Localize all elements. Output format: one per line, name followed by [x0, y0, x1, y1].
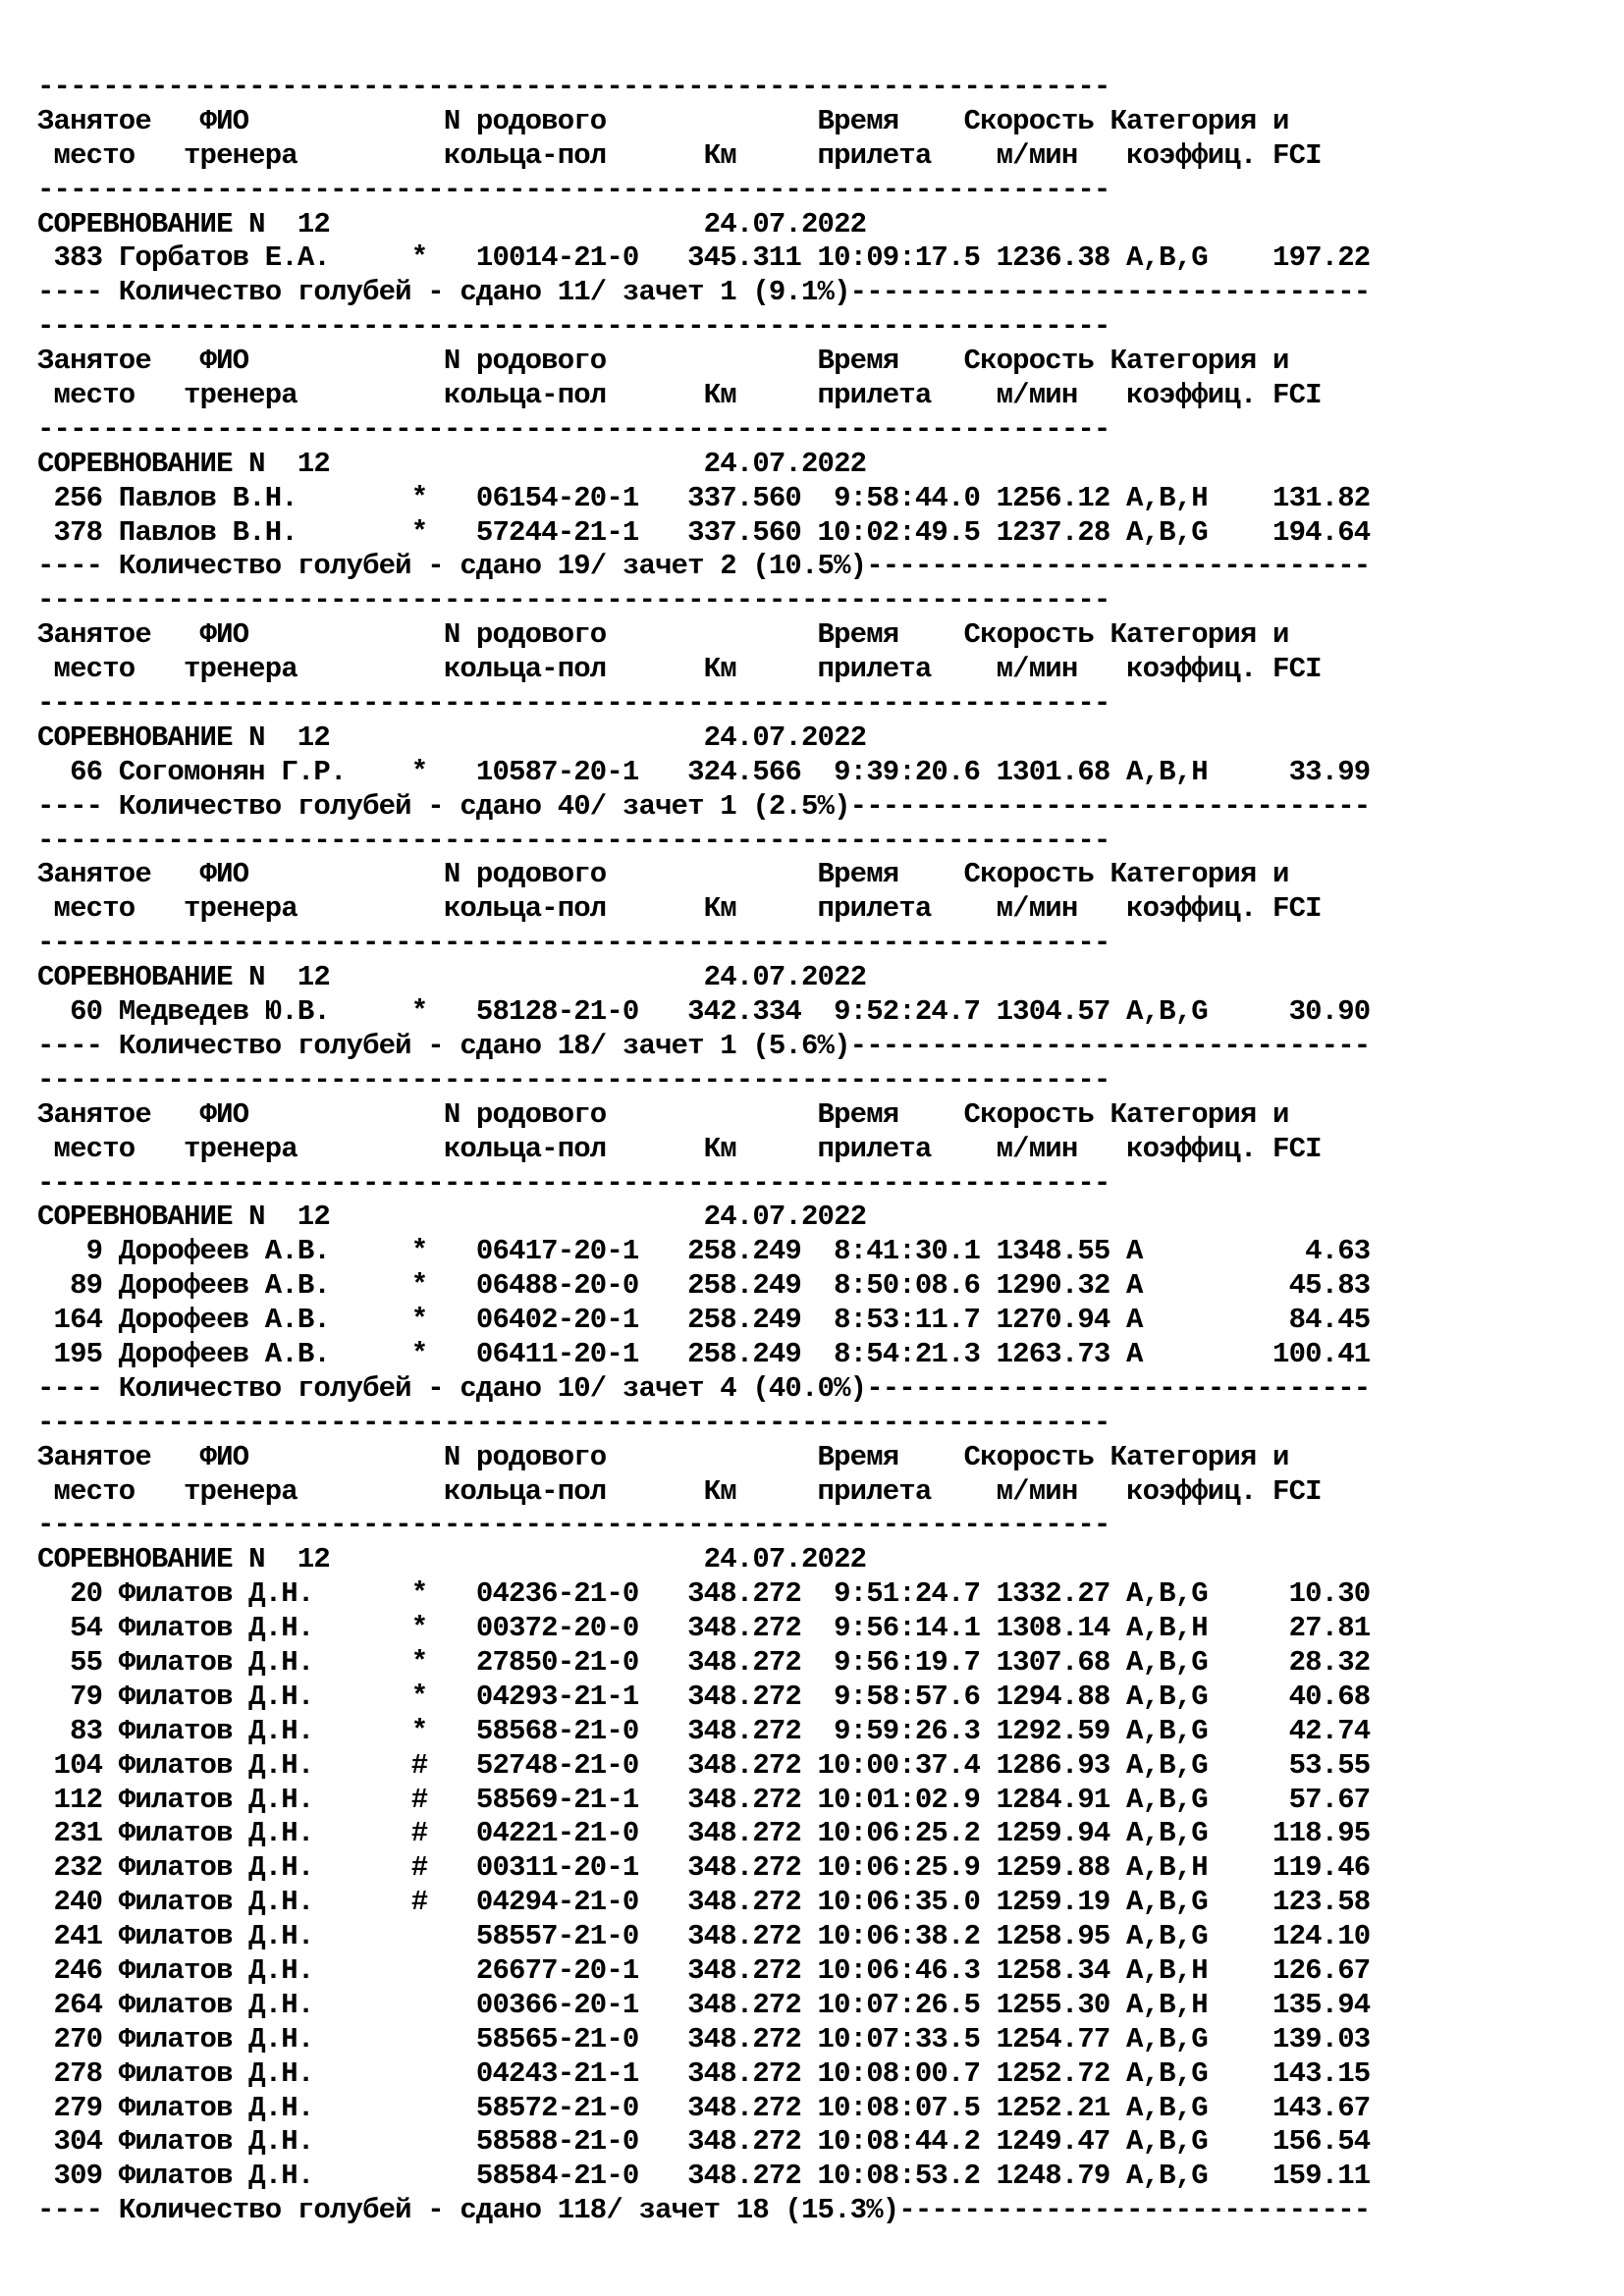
- report-line: ------------------------------------------------------------------: [37, 584, 1110, 617]
- report-line: 20 Филатов Д.Н. * 04236-21-0 348.272 9:51:24.7 1332.27 A,B,G 10.30: [37, 1577, 1371, 1611]
- report-line: 256 Павлов В.Н. * 06154-20-1 337.560 9:58:44.0 1256.12 A,B,H 131.82: [37, 481, 1371, 514]
- report-line: Занятое ФИО N родового Время Скорость Категория и: [37, 1440, 1289, 1473]
- report-line: 195 Дорофеев А.В. * 06411-20-1 258.249 8:54:21.3 1263.73 A 100.41: [37, 1337, 1371, 1370]
- report-line: СОРЕВНОВАНИЕ N 12 24.07.2022: [37, 207, 867, 240]
- report-line: место тренера кольца-пол Км прилета м/мин коэффиц. FCI: [37, 379, 1322, 412]
- report-line: 83 Филатов Д.Н. * 58568-21-0 348.272 9:59:26.3 1292.59 A,B,G 42.74: [37, 1714, 1371, 1747]
- report-line: Занятое ФИО N родового Время Скорость Категория и: [37, 858, 1289, 891]
- report-line: ------------------------------------------------------------------: [37, 173, 1110, 206]
- report-line: место тренера кольца-пол Км прилета м/мин коэффиц. FCI: [37, 653, 1322, 686]
- report-line: 54 Филатов Д.Н. * 00372-20-0 348.272 9:56:14.1 1308.14 A,B,H 27.81: [37, 1612, 1371, 1645]
- report-line: ---- Количество голубей - сдано 11/ зачет 1 (9.1%)--------------------------------: [37, 276, 1371, 309]
- report-line: ------------------------------------------------------------------: [37, 1406, 1110, 1439]
- report-line: СОРЕВНОВАНИЕ N 12 24.07.2022: [37, 721, 867, 754]
- report-line: 309 Филатов Д.Н. 58584-21-0 348.272 10:08:53.2 1248.79 A,B,G 159.11: [37, 2160, 1371, 2193]
- report-line: 304 Филатов Д.Н. 58588-21-0 348.272 10:08:44.2 1249.47 A,B,G 156.54: [37, 2125, 1371, 2159]
- report-line: ---- Количество голубей - сдано 118/ зачет 18 (15.3%)-----------------------------: [37, 2194, 1371, 2227]
- report-line: Занятое ФИО N родового Время Скорость Категория и: [37, 104, 1289, 137]
- report-line: ------------------------------------------------------------------: [37, 687, 1110, 721]
- report-line: СОРЕВНОВАНИЕ N 12 24.07.2022: [37, 961, 867, 994]
- report-line: ------------------------------------------------------------------: [37, 1166, 1110, 1200]
- report-line: ------------------------------------------------------------------: [37, 310, 1110, 344]
- report-line: 89 Дорофеев А.В. * 06488-20-0 258.249 8:50:08.6 1290.32 A 45.83: [37, 1269, 1371, 1303]
- report-line: 241 Филатов Д.Н. 58557-21-0 348.272 10:06:38.2 1258.95 A,B,G 124.10: [37, 1920, 1371, 1953]
- report-line: ------------------------------------------------------------------: [37, 412, 1110, 446]
- report-line: Занятое ФИО N родового Время Скорость Категория и: [37, 345, 1289, 378]
- report-line: ------------------------------------------------------------------: [37, 1063, 1110, 1096]
- report-line: 278 Филатов Д.Н. 04243-21-1 348.272 10:08:00.7 1252.72 A,B,G 143.15: [37, 2056, 1371, 2090]
- report-line: СОРЕВНОВАНИЕ N 12 24.07.2022: [37, 1201, 867, 1234]
- report-line: 231 Филатов Д.Н. # 04221-21-0 348.272 10:06:25.2 1259.94 A,B,G 118.95: [37, 1817, 1371, 1850]
- report-line: Занятое ФИО N родового Время Скорость Категория и: [37, 618, 1289, 652]
- report-line: ------------------------------------------------------------------: [37, 824, 1110, 857]
- report-line: ---- Количество голубей - сдано 10/ зачет 4 (40.0%)-------------------------------: [37, 1371, 1371, 1405]
- report-line: место тренера кольца-пол Км прилета м/мин коэффиц. FCI: [37, 138, 1322, 172]
- report-line: 279 Филатов Д.Н. 58572-21-0 348.272 10:08:07.5 1252.21 A,B,G 143.67: [37, 2091, 1371, 2124]
- report-line: 112 Филатов Д.Н. # 58569-21-1 348.272 10:01:02.9 1284.91 A,B,G 57.67: [37, 1783, 1371, 1816]
- report-line: 270 Филатов Д.Н. 58565-21-0 348.272 10:07:33.5 1254.77 A,B,G 139.03: [37, 2022, 1371, 2056]
- report-line: 66 Согомонян Г.Р. * 10587-20-1 324.566 9:39:20.6 1301.68 A,B,H 33.99: [37, 755, 1371, 788]
- report-line: 9 Дорофеев А.В. * 06417-20-1 258.249 8:41:30.1 1348.55 A 4.63: [37, 1235, 1371, 1268]
- report-line: ---- Количество голубей - сдано 19/ зачет 2 (10.5%)-------------------------------: [37, 550, 1371, 583]
- report-line: 164 Дорофеев А.В. * 06402-20-1 258.249 8:53:11.7 1270.94 A 84.45: [37, 1304, 1371, 1337]
- report-line: ------------------------------------------------------------------: [37, 71, 1110, 103]
- report-line: 79 Филатов Д.Н. * 04293-21-1 348.272 9:58:57.6 1294.88 A,B,G 40.68: [37, 1680, 1371, 1713]
- report-line: СОРЕВНОВАНИЕ N 12 24.07.2022: [37, 447, 867, 480]
- report-line: 383 Горбатов Е.А. * 10014-21-0 345.311 10:09:17.5 1236.38 A,B,G 197.22: [37, 241, 1371, 275]
- race-results-report: [37, 71, 1370, 2228]
- report-line: ------------------------------------------------------------------: [37, 1509, 1110, 1542]
- report-line: ------------------------------------------------------------------: [37, 927, 1110, 960]
- report-line: СОРЕВНОВАНИЕ N 12 24.07.2022: [37, 1543, 867, 1576]
- report-line: место тренера кольца-пол Км прилета м/мин коэффиц. FCI: [37, 1474, 1322, 1508]
- report-line: место тренера кольца-пол Км прилета м/мин коэффиц. FCI: [37, 892, 1322, 926]
- report-line: 246 Филатов Д.Н. 26677-20-1 348.272 10:06:46.3 1258.34 A,B,H 126.67: [37, 1953, 1371, 1987]
- report-line: 240 Филатов Д.Н. # 04294-21-0 348.272 10:06:35.0 1259.19 A,B,G 123.58: [37, 1886, 1371, 1919]
- report-line: место тренера кольца-пол Км прилета м/мин коэффиц. FCI: [37, 1132, 1322, 1165]
- report-line: 232 Филатов Д.Н. # 00311-20-1 348.272 10:06:25.9 1259.88 A,B,H 119.46: [37, 1851, 1371, 1885]
- report-line: 55 Филатов Д.Н. * 27850-21-0 348.272 9:56:19.7 1307.68 A,B,G 28.32: [37, 1645, 1371, 1679]
- report-line: ---- Количество голубей - сдано 18/ зачет 1 (5.6%)--------------------------------: [37, 1029, 1371, 1062]
- report-line: 378 Павлов В.Н. * 57244-21-1 337.560 10:02:49.5 1237.28 A,B,G 194.64: [37, 515, 1371, 549]
- report-line: 104 Филатов Д.Н. # 52748-21-0 348.272 10:00:37.4 1286.93 A,B,G 53.55: [37, 1748, 1371, 1782]
- report-line: 60 Медведев Ю.В. * 58128-21-0 342.334 9:52:24.7 1304.57 A,B,G 30.90: [37, 995, 1371, 1029]
- report-line: 264 Филатов Д.Н. 00366-20-1 348.272 10:07:26.5 1255.30 A,B,H 135.94: [37, 1988, 1371, 2021]
- report-line: Занятое ФИО N родового Время Скорость Категория и: [37, 1097, 1289, 1131]
- report-line: ---- Количество голубей - сдано 40/ зачет 1 (2.5%)--------------------------------: [37, 789, 1371, 823]
